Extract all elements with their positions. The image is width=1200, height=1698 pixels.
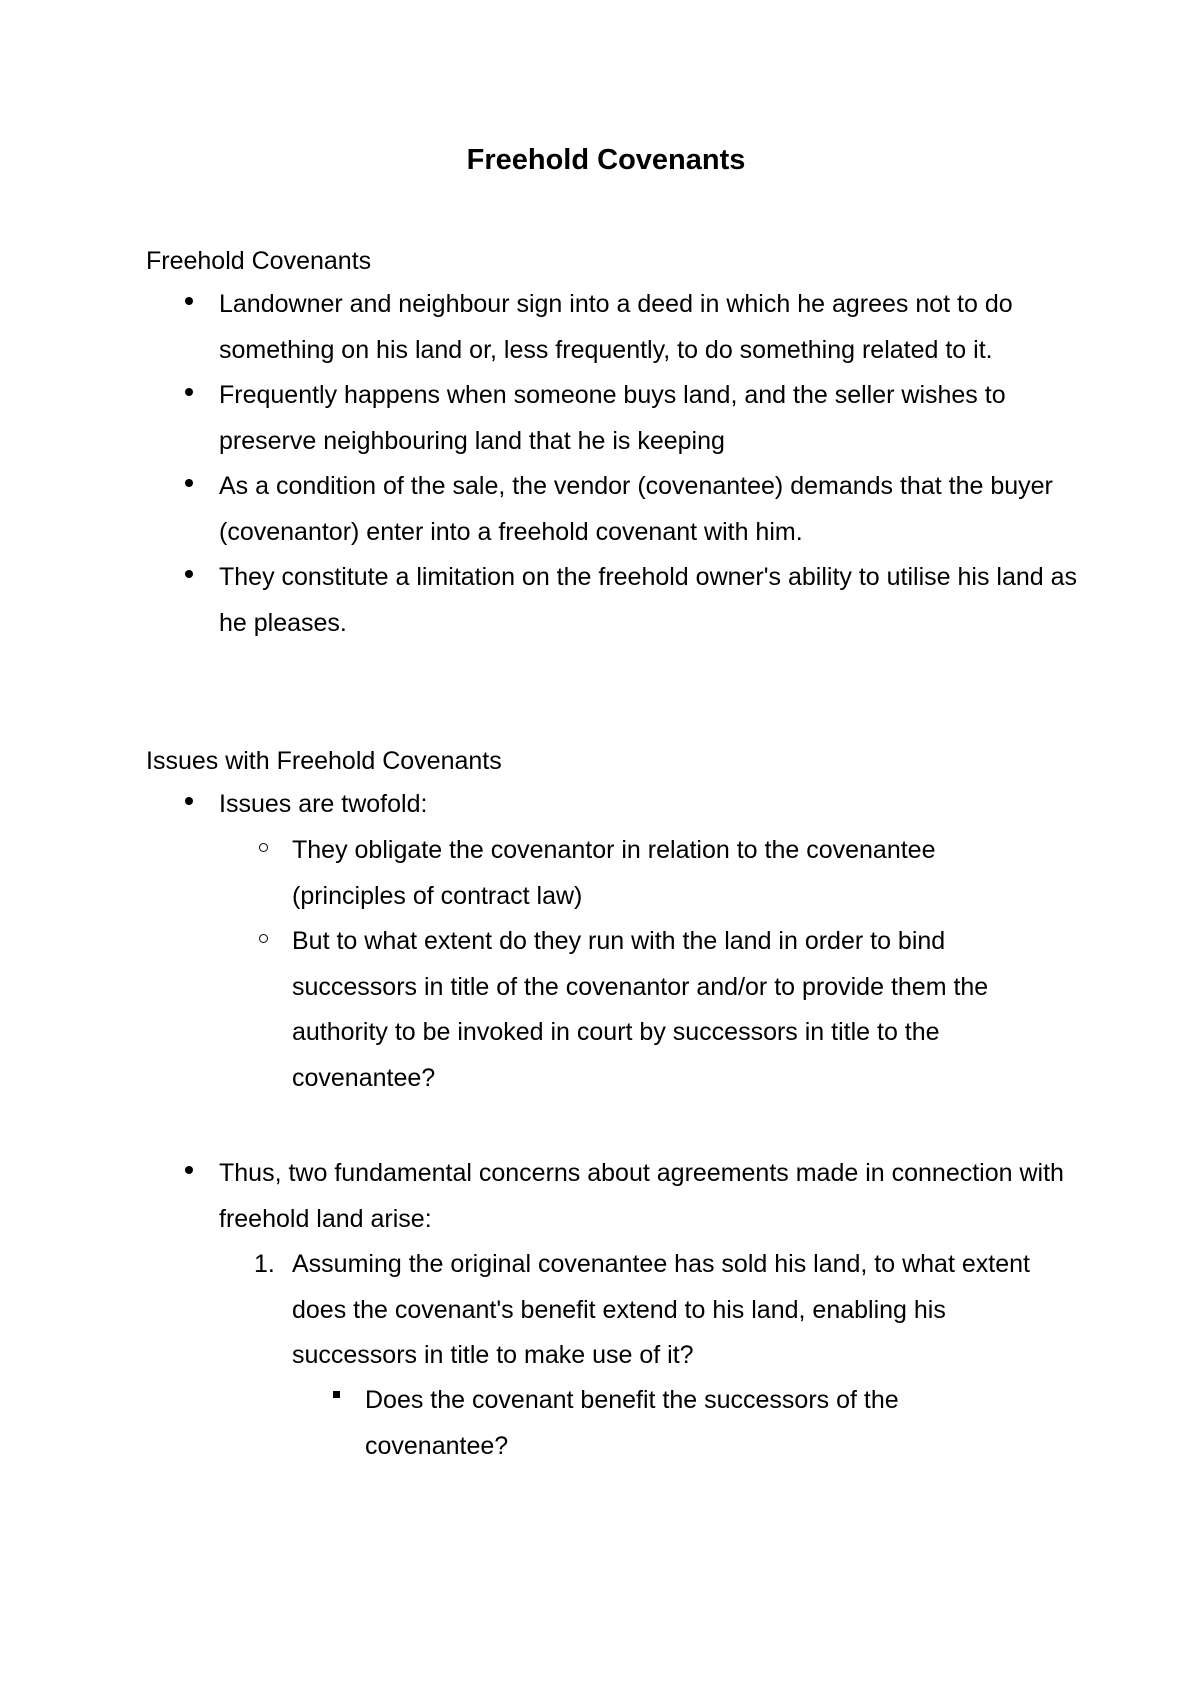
bullet-icon [174,786,204,815]
section-heading-issues: Issues with Freehold Covenants [146,747,502,775]
section-heading-freehold-covenants: Freehold Covenants [146,247,372,275]
bullet-icon [174,286,204,315]
list-item: Issues are twofold: [219,790,428,818]
page-title: Freehold Covenants [466,144,746,176]
list-item: Thus, two fundamental concerns about agreements made in connection with freehold land arise: [219,1159,1064,1233]
hollow-bullet-icon [248,923,278,952]
bullet-icon [174,377,204,406]
hollow-bullet-icon [248,832,278,861]
bullet-icon [174,468,204,497]
list-item: They constitute a limitation on the freehold owner's ability to utilise his land as he pleases. [219,563,1078,637]
list-item: Frequently happens when someone buys land, and the seller wishes to preserve neighbouring land that he is keeping [219,381,1006,455]
list-number: 1. [254,1250,275,1278]
bullet-icon [174,559,204,588]
list-item: But to what extent do they run with the land in order to bind successors in title of the covenantor and/or to provide them the authority to be invoked in court by successors in title to the covenantee? [292,927,989,1092]
bullet-icon [174,1155,204,1184]
square-bullet-icon [321,1379,351,1408]
list-item: They obligate the covenantor in relation to the covenantee (principles of contract law) [292,836,936,910]
list-item: Does the covenant benefit the successors of the covenantee? [365,1386,899,1460]
list-item: As a condition of the sale, the vendor (covenantee) demands that the buyer (covenantor) enter into a freehold covenant with him. [219,472,1053,546]
list-item: Landowner and neighbour sign into a deed in which he agrees not to do something on his land or, less frequently, to do something related to it. [219,290,1013,364]
numbered-item: Assuming the original covenantee has sold his land, to what extent does the covenant's benefit extend to his land, enabling his successors in title to make use of it? [292,1250,1030,1369]
